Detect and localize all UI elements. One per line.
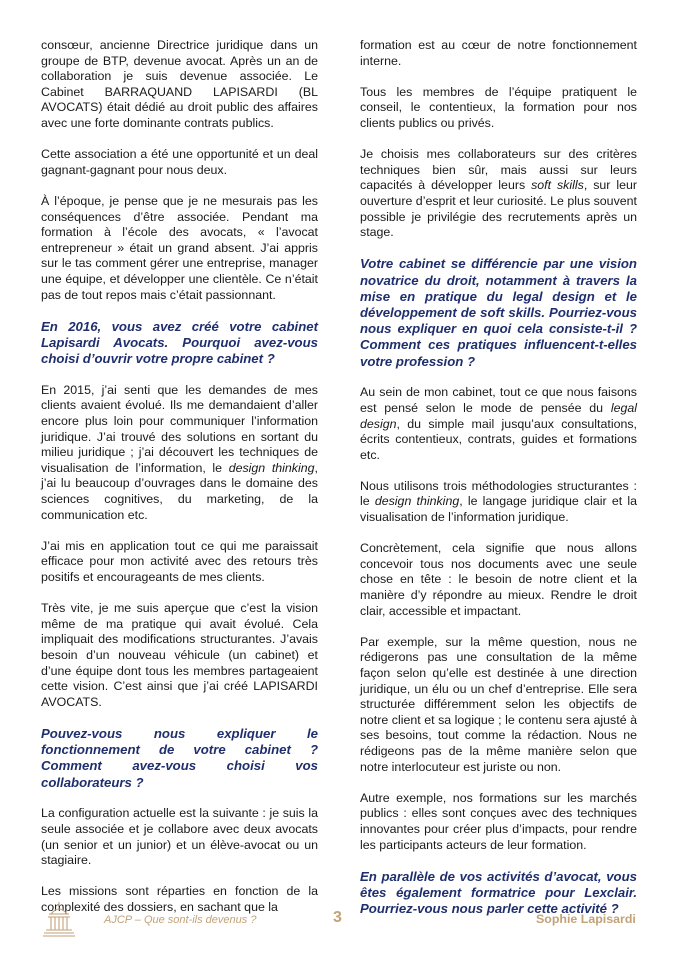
paragraph: Je choisis mes collaborateurs sur des critères techniques bien sûr, mais aussi sur leurs capacités à développer leurs soft skills, sur leur ouverture d’esprit et leur curiosité. Le plus souvent possible je privilégie des recrutements après un stage.: [360, 147, 638, 240]
paragraph: Par exemple, sur la même question, nous ne rédigerons pas une consultation de la même façon selon qu’elle est destinée à une direction juridique, un élu ou un chef d’entreprise. Elle sera structurée différemment selon les objectifs de notre client et sa logique ; le contenu sera ajusté à ses besoins, tout comme la rédaction. Nous ne rédigeons pas de la même manière selon que notre interlocuteur est juriste ou non.: [360, 634, 637, 774]
interview-question: Votre cabinet se différencie par une vision novatrice du droit, notamment à travers la mise en pratique du legal design et le développement de soft skills. Pourriez-vous nous expliquer en quoi cela consiste-t-il ? Comment ces pratiques influencent-t-elles votre profession ?: [360, 256, 637, 369]
interview-question: En 2016, vous avez créé votre cabinet Lapisardi Avocats. Pourquoi avez-vous choisi d’ouvrir votre propre cabinet ?: [41, 318, 318, 367]
paragraph: La configuration actuelle est la suivante : je suis la seule associée et je collabore avec deux avocats (un senior et un junior) et un élève-avocat ou un stagiaire.: [41, 806, 318, 868]
journal-title: AJCP – Que sont-ils devenus ?: [104, 914, 257, 926]
paragraph: Autre exemple, nos formations sur les marchés publics : elles sont conçues avec des techniques innovantes pour créer plus d’impacts, pour rendre les participants acteurs de leur formation.: [360, 790, 637, 852]
paragraph: Nous utilisons trois méthodologies structurantes : le design thinking, le langage juridique clair et la visualisation de l’information juridique.: [360, 478, 637, 525]
left-column: [41, 38, 318, 931]
page-footer: [0, 900, 677, 950]
paragraph: Au sein de mon cabinet, tout ce que nous faisons est pensé selon le mode de pensée du legal design, du simple mail jusqu’aux consultations, écrits contentieux, contrats, guides et formations etc.: [360, 385, 637, 462]
right-column: [360, 38, 637, 933]
paragraph: Cette association a été une opportunité et un deal gagnant-gagnant pour nous deux.: [41, 147, 318, 177]
interview-question: En parallèle de vos activités d’avocat, vous êtes également formatrice pour Lexclair. Pourriez-vous nous parler cette activité ?: [360, 868, 637, 917]
author-name: Sophie Lapisardi: [536, 912, 636, 926]
building-dome-icon: [42, 900, 76, 938]
paragraph: consœur, ancienne Directrice juridique dans un groupe de BTP, devenue avocat. Après un an de collaboration je suis devenue associée. Le Cabinet BARRAQUAND LAPISARDI (BL AVOCATS) était dédié au droit public des affaires avec une forte dominante contrats publics.: [41, 38, 318, 130]
paragraph: Tous les membres de l’équipe pratiquent le conseil, le contentieux, la formation pour nos clients publics ou privés.: [360, 84, 637, 130]
paragraph: Concrètement, cela signifie que nous allons concevoir tous nos documents avec une seule chose en tête : le besoin de notre client et la manière d’y répondre au mieux. Rendre le droit clair, accessible et impactant.: [360, 541, 637, 618]
paragraph: J’ai mis en application tout ce qui me paraissait efficace pour mon activité avec des retours très positifs et encourageants de mes clients.: [41, 538, 318, 585]
paragraph: Les missions sont réparties en fonction de la complexité des dossiers, en sachant que la: [41, 884, 318, 914]
paragraph: En 2015, j’ai senti que les demandes de mes clients avaient évolué. Ils me demandaient d’aller encore plus loin pour communiquer l’information juridique. J’ai trouvé des solutions en sortant du milieu juridique ; j’ai découvert les techniques de visualisation de l’information, le design thinking, j’ai lu beaucoup d’ouvrages dans le domaine des sciences cognitives, du marketing, de la communication etc.: [41, 382, 318, 522]
paragraph: Très vite, je me suis aperçue que c’est la vision même de ma pratique qui avait évolué. Cela impliquait des modifications structurantes. J’avais besoin d’un nouveau véhicule (un cabinet) et d’une équipe dont tous les membres partageaient cette vision. C’est ainsi que j’ai créé LAPISARDI AVOCATS.: [41, 601, 318, 709]
paragraph: À l’époque, je pense que je ne mesurais pas les conséquences d’être associée. Pendant ma formation à l’école des avocats, « l’avocat entrepreneur » était un grand absent. J’ai appris sur le tas comment gérer une entreprise, manager une équipe, et développer une clientèle. Ce n’était pas de tout repos mais c’était passionnant.: [41, 193, 318, 302]
page-number: 3: [333, 909, 342, 926]
interview-question: Pouvez-vous nous expliquer le fonctionnement de votre cabinet ? Comment avez-vous choisi vos collaborateurs ?: [41, 725, 318, 790]
paragraph: formation est au cœur de notre fonctionnement interne.: [360, 38, 637, 68]
